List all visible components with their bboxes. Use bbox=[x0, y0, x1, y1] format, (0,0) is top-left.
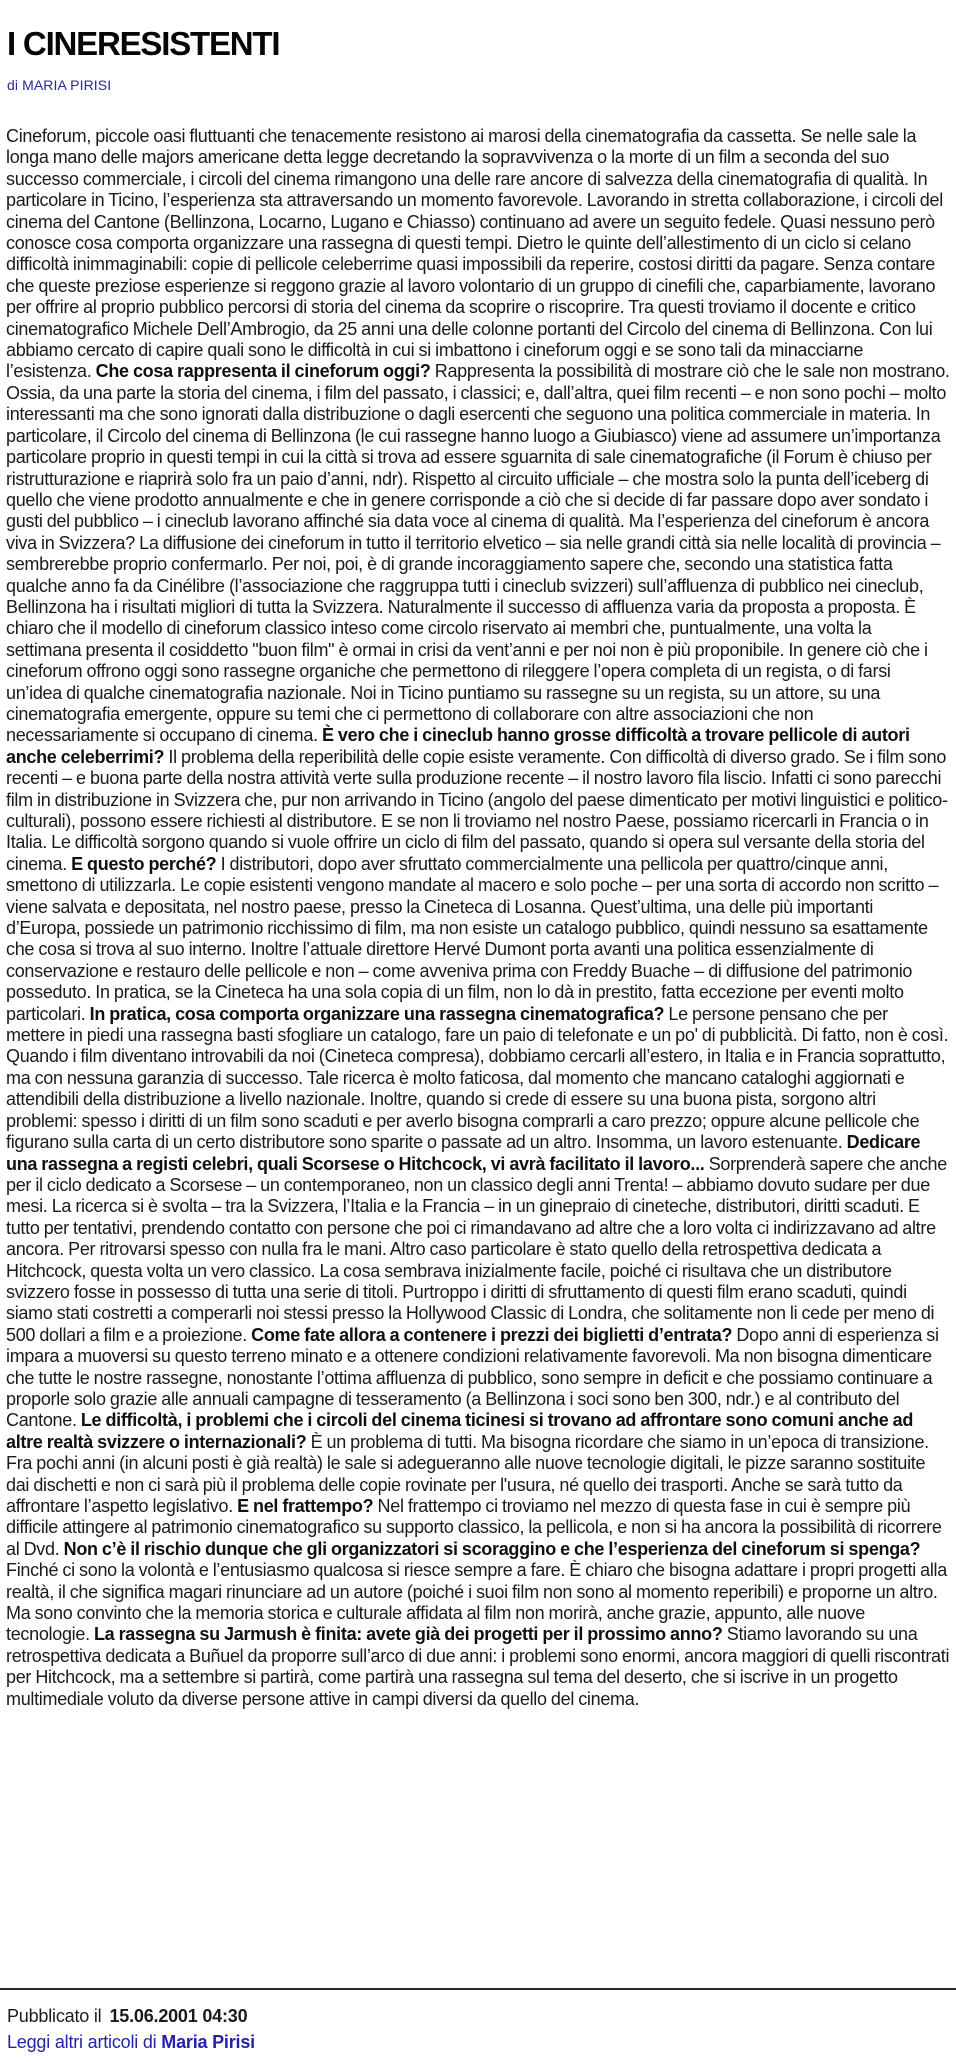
interview-question: La rassegna su Jarmush è finita: avete già dei progetti per il prossimo anno? bbox=[93, 1624, 723, 1645]
interview-question: E nel frattempo? bbox=[237, 1496, 374, 1516]
article-text: Il problema della reperibilità delle copie esiste veramente. Con difficoltà di diverso grado. Se i film sono recenti – e buona parte della nostra attività verte sulla produzione recente – il nostro lavoro fila liscio. Infatti ci sono parecchi film in distribuzione in Svizzera che, pur non arrivando in Ticino (angolo del paese dimenticato per motivi linguistici e politico-culturali), possono essere richiesti al distributore. E se non li troviamo nel nostro Paese, possiamo ricercarli in Francia o in Italia. Le difficoltà sorgono quando si vuole offrire un ciclo di film del passato, quando si opera sul versante della storia del cinema. bbox=[6, 746, 948, 874]
page-title: I CINERESISTENTI bbox=[7, 25, 280, 63]
interview-question: In pratica, cosa comporta organizzare una rassegna cinematografica? bbox=[89, 1003, 665, 1024]
article-text: Nel frattempo ci troviamo nel mezzo di questa fase in cui è sempre più difficile attingere al patrimonio cinematografico su supporto classico, la pellicola, e non si ha ancora la possibilità di ricorrere al Dvd. bbox=[6, 1496, 942, 1559]
published-label: Pubblicato il bbox=[7, 2006, 102, 2026]
article-text: Dopo anni di esperienza si impara a muoversi su questo terreno minato e a ottenere condizioni relativamente favorevoli. Ma non bisogna dimenticare che tutte le nostre rassegne, nonostante l’ottima affluenza di pubblico, sono sempre in deficit e che possiamo continuare a proporle solo grazie alle annuali campagne di tesseramento (a Bellinzona i soci sono ben 300, ndr.) e al contributo del Cantone. bbox=[6, 1324, 939, 1431]
byline bbox=[7, 77, 111, 93]
byline-author-link[interactable]: MARIA PIRISI bbox=[22, 77, 112, 93]
read-more-author: Maria Pirisi bbox=[161, 2032, 255, 2052]
interview-question: Come fate allora a contenere i prezzi dei biglietti d’entrata? bbox=[251, 1324, 733, 1345]
article-text: Sorprenderà sapere che anche per il ciclo dedicato a Scorsese – un contemporaneo, non un classico degli anni Trenta! – abbiamo dovuto sudare per due mesi. La ricerca si è svolta – tra la Svizzera, l’Italia e la Francia – in un ginepraio di cineteche, distributori, diritti scaduti. E tutto per tentativi, prendendo contatto con persone che poi ci rimandavano ad altre che a loro volta ci indirizzavano ad altre ancora. Per ritrovarsi spesso con nulla fra le mani. Altro caso particolare è stato quello della retrospettiva dedicata a Hitchcock, questa volta un vero classico. La cosa sembrava inizialmente facile, poiché ci risultava che un distributore svizzero fosse in possesso di tutta una serie di titoli. Purtroppo i diritti di sfruttamento di questi film erano scaduti, quindi siamo stati costretti a comperarli noi stessi presso la Hollywood Classic di Londra, che solitamente non li cede per meno di 500 dollari a film e a proiezione. bbox=[6, 1153, 947, 1345]
article-footer bbox=[0, 1988, 956, 2053]
byline-prefix: di bbox=[7, 77, 23, 93]
interview-question: È vero che i cineclub hanno grosse difficoltà a trovare pellicole di autori anche celeberrimi? bbox=[6, 725, 910, 767]
interview-question: Non c’è il rischio dunque che gli organizzatori si scoraggino e che l’esperienza del cineforum si spenga? bbox=[63, 1538, 921, 1559]
read-more-link[interactable] bbox=[7, 2032, 956, 2053]
published-line bbox=[7, 2006, 956, 2027]
article-text: Finché ci sono la volontà e l’entusiasmo qualcosa si riesce sempre a fare. È chiaro che bisogna adattare i propri progetti alla realtà, il che significa magari rinunciare ad un autore (poiché i suoi film non sono al momento reperibili) e proporne un altro. Ma sono convinto che la memoria storica e culturale affidata al film non morirà, anche grazie, appunto, alle nuove tecnologie. bbox=[6, 1560, 947, 1645]
footer-divider bbox=[0, 1988, 956, 1990]
article-text: È un problema di tutti. Ma bisogna ricordare che siamo in un’epoca di transizione. Fra pochi anni (in alcuni posti è già realtà) le sale si adegueranno alle nuove tecnologie digitali, le pizze saranno sostituite dai dischetti e non ci sarà più il problema delle copie rovinate per l'usura, né quello dei trasporti. Anche se sarà tutto da affrontare l’aspetto legislativo. bbox=[6, 1431, 929, 1516]
article-body bbox=[6, 126, 950, 1710]
interview-question: Dedicare una rassegna a registi celebri, quali Scorsese o Hitchcock, vi avrà facilitato il lavoro... bbox=[6, 1132, 921, 1174]
interview-question: Che cosa rappresenta il cineforum oggi? bbox=[95, 361, 431, 382]
published-date: 15.06.2001 04:30 bbox=[109, 2006, 248, 2026]
article-text: I distributori, dopo aver sfruttato commercialmente una pellicola per quattro/cinque anni, smettono di utilizzarla. Le copie esistenti vengono mandate al macero e solo poche – per una sorta di accordo non scritto – viene salvata e depositata, nel nostro paese, presso la Cineteca di Losanna. Quest’ultima, una delle più importanti d’Europa, possiede un patrimonio ricchissimo di film, ma non esiste un catalogo pubblico, quindi nessuno sa esattamente che cosa si trova al suo interno. Inoltre l’attuale direttore Hervé Dumont porta avanti una politica essenzialmente di conservazione e restauro delle pellicole e non – come avveniva prima con Freddy Buache – di diffusione del patrimonio posseduto. In pratica, se la Cineteca ha una sola copia di un film, non lo dà in prestito, fatta eccezione per eventi molto particolari. bbox=[6, 853, 939, 1024]
interview-question: Le difficoltà, i problemi che i circoli del cinema ticinesi si trovano ad affrontare sono comuni anche ad altre realtà svizzere o internazionali? bbox=[6, 1410, 914, 1452]
article-text: Rappresenta la possibilità di mostrare ciò che le sale non mostrano. Ossia, da una parte la storia del cinema, i film del passato, i classici; e, dall’altra, quei film recenti – e non sono pochi – molto interessanti ma che sono ignorati dalla distribuzione o dagli esercenti che seguono una politica commerciale in materia. In particolare, il Circolo del cinema di Bellinzona (le cui rassegne hanno luogo a Giubiasco) viene ad assumere un’importanza particolare proprio in questi tempi in cui la città si trova ad essere sguarnita di sale cinematografiche (il Forum è chiuso per ristrutturazione e riaprirà solo fra un paio d’anni, ndr). Rispetto al circuito ufficiale – che mostra solo la punta dell’iceberg di quello che viene prodotto annualmente e che in genere corrisponde a ciò che si decide di far passare dopo aver sondato i gusti del pubblico – i cineclub lavorano affinché sia data voce al cinema di qualità. Ma l’esperienza del cineforum è ancora viva in Svizzera? La diffusione dei cineforum in tutto il territorio elvetico – sia nelle grandi città sia nelle località di provincia – sembrerebbe proprio confermarlo. Per noi, poi, è di grande incoraggiamento sapere che, secondo una statistica fatta qualche anno fa da Cinélibre (l’associazione che raggruppa tutti i cineclub svizzeri) sull’affluenza di pubblico nei cineclub, Bellinzona ha i risultati migliori di tutta la Svizzera. Naturalmente il successo di affluenza varia da proposta a proposta. È chiaro che il modello di cineforum classico inteso come circolo riservato ai membri che, puntualmente, una volta la settimana presenta il cosiddetto "buon film" è ormai in crisi da vent’anni e per noi non è più proponibile. In genere ciò che i cineforum offrono oggi sono rassegne organiche che permettono di rileggere l’opera completa di un regista, o di farsi un’idea di qualche cinematografia nazionale. Noi in Ticino puntiamo su rassegne su un regista, su un attore, su una cinematografia emergente, oppure su temi che ci permettono di collaborare con altre associazioni che non necessariamente si occupano di cinema. bbox=[6, 361, 950, 746]
article-text: Le persone pensano che per mettere in piedi una rassegna basti sfogliare un catalogo, fare un paio di telefonate e un po' di pubblicità. Di fatto, non è così. Quando i film diventano introvabili da noi (Cineteca compresa), dobbiamo cercarli all’estero, in Italia e in Francia soprattutto, ma con nessuna garanzia di successo. Tale ricerca è molto faticosa, dal momento che mancano cataloghi aggiornati e attendibili della distribuzione a livello nazionale. Inoltre, quando si crede di essere su una buona pista, sorgono altri problemi: spesso i diritti di un film sono scaduti e per averlo bisogna comprarli a caro prezzo; oppure alcune pellicole che figurano sulla carta di un certo distributore sono sparite o passate ad un altro. Insomma, un lavoro estenuante. bbox=[6, 1003, 949, 1153]
article-text: Stiamo lavorando su una retrospettiva dedicata a Buñuel da proporre sull’arco di due anni: i problemi sono enormi, ancora maggiori di quelli riscontrati per Hitchcock, ma a settembre si partirà, come partirà una rassegna sul tema del deserto, che si iscrive in un progetto multimediale voluto da diverse persone attive in campi diversi da quello del cinema. bbox=[6, 1624, 950, 1709]
read-more-prefix: Leggi altri articoli di bbox=[7, 2032, 162, 2052]
interview-question: E questo perché? bbox=[71, 853, 217, 874]
article-text: Cineforum, piccole oasi fluttuanti che tenacemente resistono ai marosi della cinematografia da cassetta. Se nelle sale la longa mano delle majors americane detta legge decretando la sopravvivenza o la morte di un film a seconda del suo successo commerciale, i circoli del cinema rimangono una delle rare ancore di salvezza della cinematografia di qualità. In particolare in Ticino, l’esperienza sta attraversando un momento favorevole. Lavorando in stretta collaborazione, i circoli del cinema del Cantone (Bellinzona, Locarno, Lugano e Chiasso) continuano ad avere un seguito fedele. Quasi nessuno però conosce cosa comporta organizzare una rassegna di questi tempi. Dietro le quinte dell’allestimento di un ciclo si celano difficoltà inimmaginabili: copie di pellicole celeberrime quasi impossibili da reperire, costosi diritti da pagare. Senza contare che queste preziose esperienze si reggono grazie al lavoro volontario di un gruppo di cinefili che, caparbiamente, lavorano per offrire al proprio pubblico percorsi di storia del cinema da scoprire o riscoprire. Tra questi troviamo il docente e critico cinematografico Michele Dell’Ambrogio, da 25 anni una delle colonne portanti del Circolo del cinema di Bellinzona. Con lui abbiamo cercato di capire quali sono le difficoltà in cui si imbattono i cineforum oggi e se sono tali da minacciarne l’esistenza. bbox=[6, 126, 943, 382]
